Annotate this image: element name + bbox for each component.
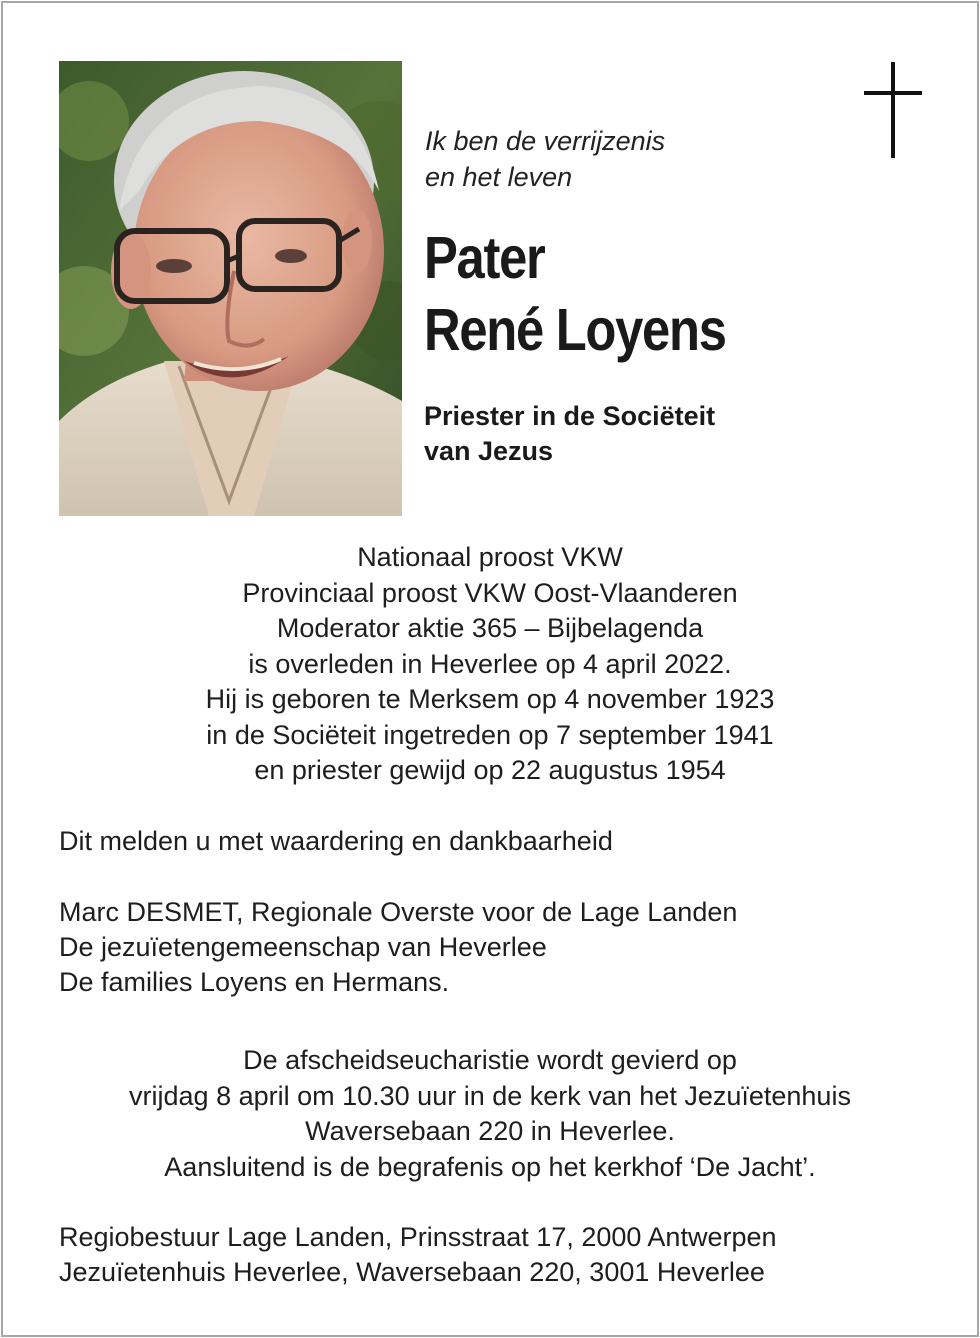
message-block	[59, 824, 613, 859]
cross-icon	[864, 62, 922, 158]
announcement-line: is overleden in Heverlee op 4 april 2022.	[248, 648, 732, 679]
addresses-block	[59, 1220, 777, 1290]
ceremony-line: Aansluitend is de begrafenis op het kerkhof ‘De Jacht’.	[164, 1151, 816, 1182]
ceremony-line: De afscheidseucharistie wordt gevierd op	[243, 1045, 737, 1075]
address-line: Jezuïetenhuis Heverlee, Waversebaan 220, 3001 Heverlee	[59, 1257, 765, 1287]
deceased-name	[424, 222, 726, 366]
quote-line: Ik ben de verrijzenis	[425, 126, 666, 156]
signatories-block	[59, 895, 737, 1000]
role-line: van Jezus	[424, 436, 554, 466]
message-line: Dit melden u met waardering en dankbaarheid	[59, 826, 613, 856]
signatory-line: De jezuïetengemeenschap van Heverlee	[59, 932, 547, 962]
name-full: René Loyens	[424, 297, 726, 363]
address-line: Regiobestuur Lage Landen, Prinsstraat 17, 2000 Antwerpen	[59, 1222, 777, 1252]
signatory-line: De families Loyens en Hermans.	[59, 967, 450, 997]
signatory-line: Marc DESMET, Regionale Overste voor de Lage Landen	[59, 897, 738, 927]
announcement-line: in de Sociëteit ingetreden op 7 september 1941	[206, 719, 774, 750]
deceased-role	[424, 399, 715, 469]
announcement-block	[0, 540, 980, 789]
name-title: Pater	[424, 225, 545, 291]
portrait-photo	[59, 61, 402, 516]
announcement-line: Nationaal proost VKW	[357, 542, 623, 572]
role-line: Priester in de Sociëteit	[424, 401, 716, 431]
announcement-line: Hij is geboren te Merksem op 4 november 1923	[205, 684, 775, 714]
ceremony-line: Waversebaan 220 in Heverlee.	[305, 1116, 675, 1146]
ceremony-block	[0, 1043, 980, 1185]
announcement-line: Provinciaal proost VKW Oost-Vlaanderen	[242, 577, 738, 608]
ceremony-line: vrijdag 8 april om 10.30 uur in de kerk van het Jezuïetenhuis	[129, 1080, 851, 1111]
quote-line: en het leven	[425, 162, 573, 192]
announcement-line: en priester gewijd op 22 augustus 1954	[254, 755, 726, 785]
scripture-quote	[425, 123, 665, 195]
announcement-line: Moderator aktie 365 – Bijbelagenda	[276, 613, 704, 643]
